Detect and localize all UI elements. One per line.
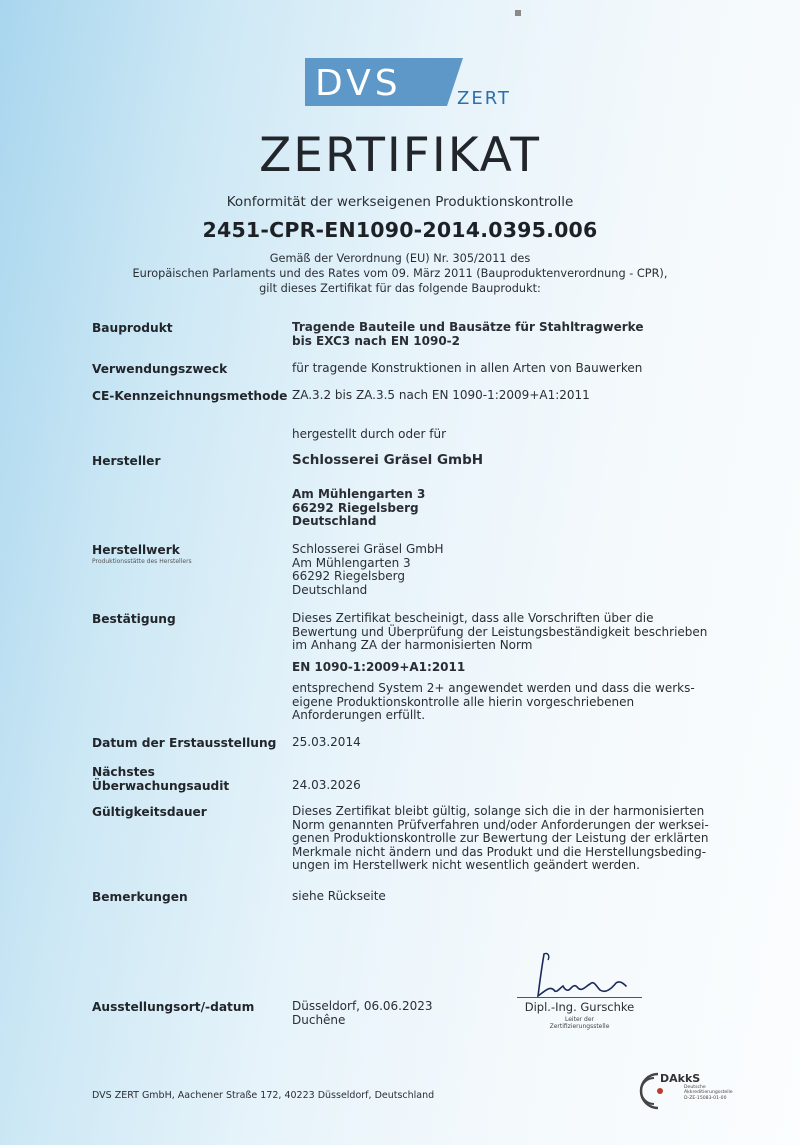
value-line: Deutschland bbox=[292, 582, 368, 597]
value-line: entsprechend System 2+ angewendet werden und dass die werks- bbox=[292, 681, 695, 695]
address-line: 66292 Riegelsberg bbox=[292, 500, 419, 515]
address-line: Am Mühlengarten 3 bbox=[292, 487, 426, 501]
value-line: Dieses Zertifikat bescheinigt, dass alle Vorschriften über die bbox=[292, 611, 654, 625]
logo-zert-text: ZERT bbox=[457, 88, 511, 108]
sublabel-herstellwerk: Produktionsstätte des Herstellers bbox=[92, 558, 192, 565]
value-gueltigkeit bbox=[292, 805, 709, 873]
registration-mark-icon bbox=[515, 10, 521, 16]
dakks-line: Akkreditierungsstelle bbox=[684, 1090, 733, 1096]
value-line: bis EXC3 nach EN 1090-2 bbox=[292, 333, 460, 348]
dvs-zert-logo bbox=[305, 58, 530, 108]
value-line: ungen im Herstellwerk nicht wesentlich geändert werden. bbox=[292, 858, 640, 873]
logo-dvs-text: DVS bbox=[315, 63, 402, 104]
label-audit-2: Überwachungsaudit bbox=[92, 779, 230, 793]
label-erstausstellung: Datum der Erstausstellung bbox=[92, 736, 277, 750]
value-line: Düsseldorf, 06.06.2023 bbox=[292, 999, 433, 1013]
hersteller-name: Schlosserei Gräsel GmbH bbox=[292, 452, 484, 468]
value-line: Anforderungen erfüllt. bbox=[292, 708, 426, 723]
label-ce-method: CE-Kennzeichnungsmethode bbox=[92, 389, 288, 403]
label-gueltigkeit: Gültigkeitsdauer bbox=[92, 805, 207, 819]
value-line: eigene Produktionskontrolle alle hierin vorgeschriebenen bbox=[292, 694, 635, 709]
value-line: im Anhang ZA der harmonisierten Norm bbox=[292, 638, 533, 653]
value-bauprodukt bbox=[292, 321, 643, 348]
role-line: Zertifizierungsstelle bbox=[549, 1023, 610, 1030]
value-erstausstellung: 25.03.2014 bbox=[292, 735, 361, 749]
footer-address: DVS ZERT GmbH, Aachener Straße 172, 40223 Düsseldorf, Deutschland bbox=[92, 1090, 435, 1101]
page-title: ZERTIFIKAT bbox=[259, 128, 541, 183]
value-bemerkungen: siehe Rückseite bbox=[292, 889, 386, 903]
value-line: Dieses Zertifikat bleibt gültig, solange sich die in der harmonisierten bbox=[292, 804, 705, 818]
preamble-line: Gemäß der Verordnung (EU) Nr. 305/2011 des bbox=[269, 252, 531, 265]
value-line: Am Mühlengarten 3 bbox=[292, 555, 411, 570]
value-bestaetigung-2 bbox=[292, 682, 695, 723]
dakks-details bbox=[684, 1085, 733, 1101]
dakks-name: DAkkS bbox=[660, 1072, 701, 1085]
value-line: Tragende Bauteile und Bausätze für Stahltragwerke bbox=[292, 320, 644, 334]
address-line: Deutschland bbox=[292, 514, 377, 529]
handwritten-signature bbox=[516, 950, 646, 1002]
label-ausstellung: Ausstellungsort/-datum bbox=[92, 1000, 255, 1014]
value-herstellwerk bbox=[292, 543, 444, 597]
preamble-line: gilt dieses Zertifikat für das folgende Bauprodukt: bbox=[259, 281, 541, 295]
value-bestaetigung-norm: EN 1090-1:2009+A1:2011 bbox=[292, 660, 466, 674]
signatory-role bbox=[517, 1016, 642, 1030]
label-hersteller: Hersteller bbox=[92, 454, 161, 468]
certificate-number: 2451-CPR-EN1090-2014.0395.006 bbox=[202, 218, 598, 242]
subtitle: Konformität der werkseigenen Produktionskontrolle bbox=[226, 194, 574, 210]
value-line: Duchêne bbox=[292, 1012, 346, 1027]
dakks-line: D-ZE-15083-01-00 bbox=[684, 1095, 727, 1101]
label-bestaetigung: Bestätigung bbox=[92, 612, 176, 626]
value-line: Schlosserei Gräsel GmbH bbox=[292, 542, 444, 556]
label-audit-1: Nächstes bbox=[92, 765, 155, 779]
role-line: Leiter der bbox=[565, 1016, 594, 1023]
value-ce-method: ZA.3.2 bis ZA.3.5 nach EN 1090-1:2009+A1:2011 bbox=[292, 388, 590, 402]
value-ausstellung bbox=[292, 1000, 433, 1027]
hersteller-address bbox=[292, 488, 425, 529]
preamble bbox=[0, 252, 800, 296]
signature-line bbox=[517, 997, 642, 998]
value-bestaetigung-1 bbox=[292, 612, 707, 653]
value-line: genen Produktionskontrolle zur Bewertung der Leistung der erklärten bbox=[292, 831, 709, 846]
signatory-name: Dipl.-Ing. Gurschke bbox=[524, 1000, 635, 1014]
value-line: 66292 Riegelsberg bbox=[292, 569, 405, 584]
label-verwendungszweck: Verwendungszweck bbox=[92, 362, 228, 376]
value-line: Merkmale nicht ändern und das Produkt und die Herstellungsbeding- bbox=[292, 844, 707, 859]
value-verwendungszweck: für tragende Konstruktionen in allen Arten von Bauwerken bbox=[292, 361, 643, 375]
preamble-line: Europäischen Parlaments und des Rates vom 09. März 2011 (Bauproduktenverordnung - CPR), bbox=[132, 266, 668, 280]
value-line: Norm genannten Prüfverfahren und/oder Anforderungen der werksei- bbox=[292, 817, 709, 832]
value-audit: 24.03.2026 bbox=[292, 778, 361, 792]
hergestellt-durch: hergestellt durch oder für bbox=[292, 427, 447, 441]
label-bemerkungen: Bemerkungen bbox=[92, 890, 188, 904]
value-line: Bewertung und Überprüfung der Leistungsbeständigkeit beschrieben bbox=[292, 624, 708, 639]
label-herstellwerk: Herstellwerk bbox=[92, 543, 180, 557]
dakks-line: Deutsche bbox=[684, 1085, 706, 1090]
label-bauprodukt: Bauprodukt bbox=[92, 321, 173, 335]
